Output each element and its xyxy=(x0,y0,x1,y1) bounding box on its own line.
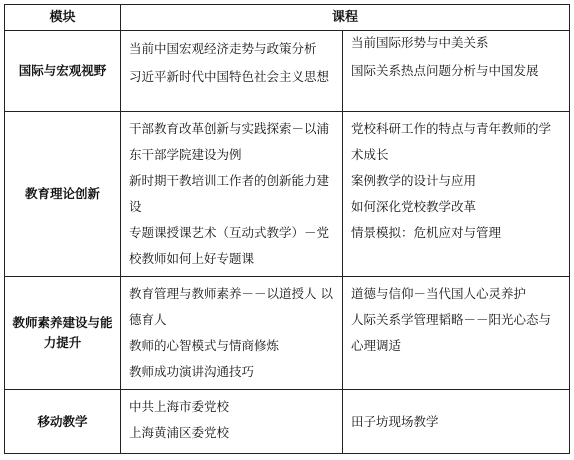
module-cell: 移动教学 xyxy=(5,390,121,454)
course-cell-right xyxy=(343,31,570,112)
course-item: 情景模拟：危机应对与管理 xyxy=(351,225,502,240)
course-cell-left xyxy=(121,277,343,390)
course-cell-left xyxy=(121,390,343,454)
course-table-container xyxy=(4,4,570,454)
course-item: 专题课授课艺术（互动式教学）－党校教师如何上好专题课 xyxy=(129,225,330,266)
header-course: 课程 xyxy=(121,5,570,31)
course-item: 教师的心智模式与情商修炼 xyxy=(129,338,280,353)
course-item: 当前中国宏观经济走势与政策分析 xyxy=(129,41,317,56)
course-item: 干部教育改革创新与实践探索－以浦东干部学院建设为例 xyxy=(129,121,330,162)
course-item: 当前国际形势与中美关系 xyxy=(351,35,489,50)
table-row xyxy=(5,390,570,454)
course-cell-left xyxy=(121,31,343,112)
course-cell-right xyxy=(343,112,570,277)
course-item: 习近平新时代中国特色社会主义思想 xyxy=(129,69,330,84)
course-cell-left xyxy=(121,112,343,277)
table-header-row xyxy=(5,5,570,31)
course-item: 人际关系学管理韬略－－阳光心态与心理调适 xyxy=(351,312,552,353)
course-item: 田子坊现场教学 xyxy=(351,413,439,429)
course-item: 道德与信仰－当代国人心灵养护 xyxy=(351,286,527,301)
course-cell-right xyxy=(343,277,570,390)
course-item: 教师成功演讲沟通技巧 xyxy=(129,364,255,379)
course-table xyxy=(4,4,570,454)
module-cell: 教育理论创新 xyxy=(5,112,121,277)
course-item: 教育管理与教师素养－－以道授人 以德育人 xyxy=(129,286,333,327)
course-item: 上海黄浦区委党校 xyxy=(129,425,230,440)
table-row xyxy=(5,277,570,390)
course-item: 案例教学的设计与应用 xyxy=(351,173,477,188)
table-row xyxy=(5,31,570,112)
module-cell: 国际与宏观视野 xyxy=(5,31,121,112)
course-item: 如何深化党校教学改革 xyxy=(351,199,477,214)
course-item: 国际关系热点问题分析与中国发展 xyxy=(351,63,539,78)
table-row xyxy=(5,112,570,277)
course-item: 党校科研工作的特点与青年教师的学术成长 xyxy=(351,121,552,162)
module-cell: 教师素养建设与能力提升 xyxy=(5,277,121,390)
header-module: 模块 xyxy=(5,5,121,31)
course-cell-right xyxy=(343,390,570,454)
course-item: 新时期干教培训工作者的创新能力建设 xyxy=(129,173,330,214)
course-item: 中共上海市委党校 xyxy=(129,399,230,414)
